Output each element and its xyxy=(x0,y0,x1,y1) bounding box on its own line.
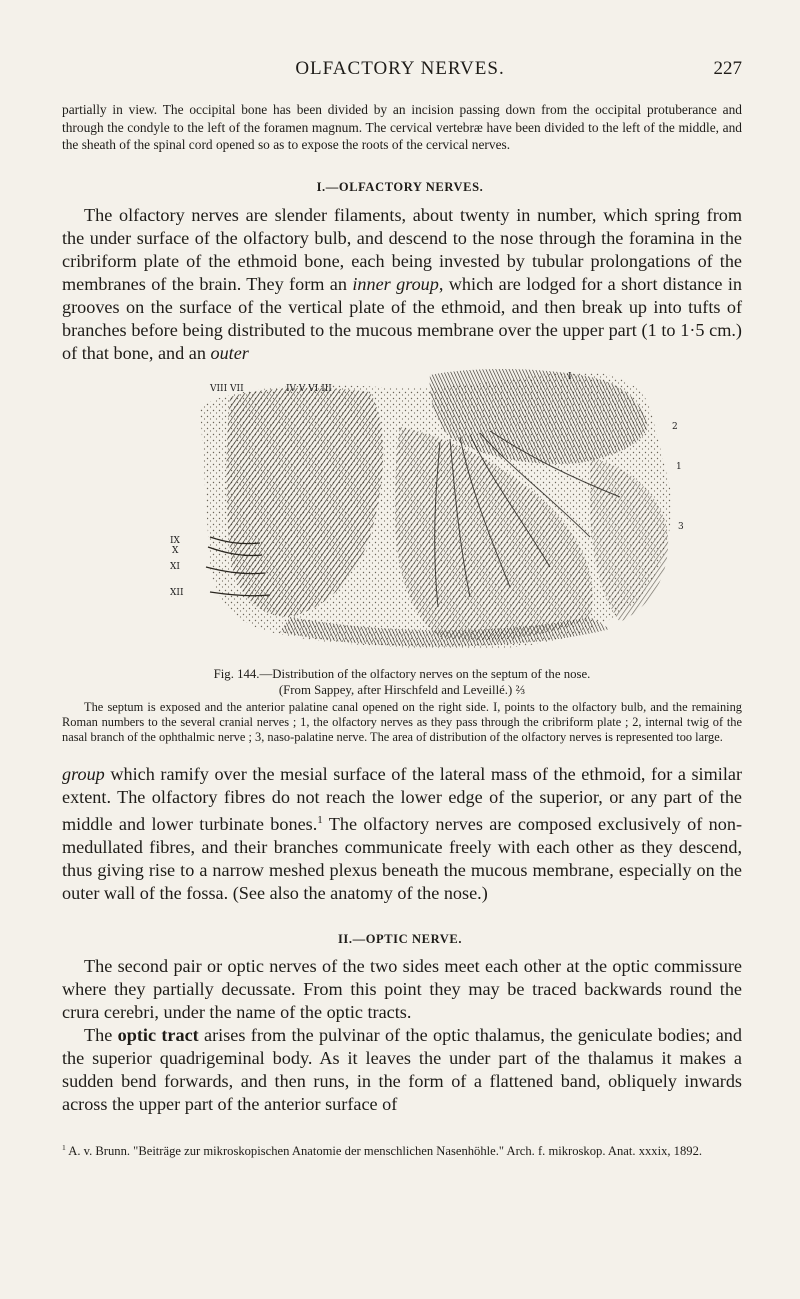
italic-term: outer xyxy=(210,343,249,363)
italic-term: group xyxy=(62,764,105,784)
intro-paragraph: partially in view. The occipital bone has been divided by an incision passing down from the occipital protuberance and through the condyle to the left of the foramen magnum. The cervical vertebræ have been divided to the left of the middle, and the sheath of the spinal cord opened so as to expose the roots of the cervical nerves. xyxy=(62,102,742,152)
bold-term: optic tract xyxy=(117,1025,199,1045)
figure-label-iv-vi: IV V VI III xyxy=(286,384,332,394)
figure-caption-body: The septum is exposed and the anterior palatine canal opened on the right side. I, points to the olfactory bulb, and the remaining Roman numbers to the several cranial nerves ; 1, the olfactory nerves as they pass through the cribriform plate ; 2, internal twig of the nasal branch of the ophthalmic nerve ; 3, naso-palatine nerve. The area of distribution of the olfactory nerves is represented too large. xyxy=(62,700,742,744)
figure-caption-source: (From Sappey, after Hirschfeld and Leveillé.) ⅔ xyxy=(278,683,526,697)
figure-caption-title: Fig. 144.—Distribution of the olfactory nerves on the septum of the nose. xyxy=(213,667,591,681)
figure-label-xii: XII xyxy=(170,588,184,598)
text-run: which ramify over the mesial surface of the lateral mass of the ethmoid, for a similar extent. The olfactory fibres do not reach the lower edge of the superior, or any part of the middle and lower turbinate bones. xyxy=(62,764,742,835)
text-run: The olfactory nerves are composed exclusively of non-medullated fibres, and their branches communicate freely with each other as they descend, thus giving rise to a narrow meshed plexus beneath the mucous membrane, especially on the outer wall of the fossa. (See also the anatomy of the nose.) xyxy=(62,814,742,904)
italic-term: inner group xyxy=(352,274,439,294)
figure-label-1: 1 xyxy=(676,462,682,472)
olfactory-paragraph-2 xyxy=(62,763,742,905)
figure-label-2: 2 xyxy=(672,422,678,432)
septum-illustration xyxy=(170,367,690,657)
text-run: The olfactory nerves are slender filaments, about twenty in number, which spring from the under surface of the olfactory bulb, and descend to the nose through the foramina in the cribriform plate of the ethmoid bone, each being invested by tubular prolongations of the membranes of the brain. They form an xyxy=(62,205,742,294)
running-head xyxy=(0,58,800,82)
septum-engraving xyxy=(170,367,690,657)
figure-label-xi: XI xyxy=(170,562,180,572)
running-title: OLFACTORY NERVES. xyxy=(295,58,505,79)
figure-label-viii-vii: VIII VII xyxy=(210,384,244,394)
section-heading-olfactory: I.—OLFACTORY NERVES. xyxy=(316,180,484,194)
optic-paragraph-2 xyxy=(62,1024,742,1116)
figure-label-x: X xyxy=(172,546,179,556)
text-run: , which are lodged for a short distance in grooves on the surface of the vertical plate of the ethmoid, and then break up into tufts of branches before being distributed to the mucous membrane over the upper part (1 to 1·5 cm.) of that bone, and an xyxy=(62,274,742,363)
footnote-ref: 1 xyxy=(317,814,323,826)
figure-label-3: 3 xyxy=(678,522,684,532)
text-run: arises from the pulvinar of the optic thalamus, the geniculate bodies; and the superior quadrigeminal body. As it leaves the under part of the thalamus it makes a sudden bend forwards, and then runs, in the form of a flattened band, obliquely inwards across the upper part of the anterior surface of xyxy=(62,1025,742,1114)
footnote-mark: 1 xyxy=(62,1143,66,1152)
section-heading-optic: II.—OPTIC NERVE. xyxy=(337,932,463,946)
footnote xyxy=(62,1140,742,1159)
footnote-text: A. v. Brunn. "Beiträge zur mikroskopischen Anatomie der menschlichen Nasenhöhle." Arch. f. mikroskop. Anat. xxxix, 1892. xyxy=(65,1144,703,1159)
olfactory-paragraph-1 xyxy=(62,204,742,365)
figure-label-ix: IX xyxy=(170,536,180,546)
text-run: The xyxy=(84,1025,118,1045)
figure-label-i: I xyxy=(568,372,572,382)
page-number: 227 xyxy=(713,58,742,79)
optic-paragraph-1: The second pair or optic nerves of the two sides meet each other at the optic commissure where they partially decussate. From this point they may be traced backwards round the crura cerebri, under the name of the optic tracts. xyxy=(62,956,742,1022)
